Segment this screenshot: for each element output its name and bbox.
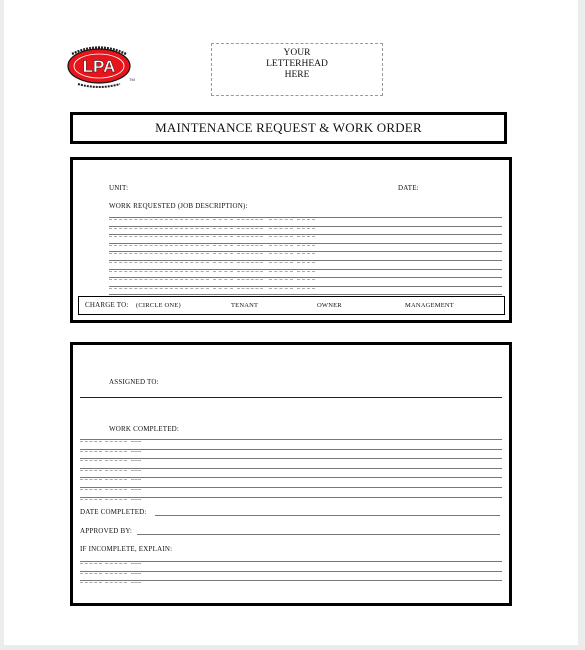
approved-by-label: APPROVED BY: [80, 527, 133, 535]
line-segment [80, 441, 102, 442]
line-segment [237, 236, 263, 237]
line-segment [269, 228, 293, 229]
line-segment [80, 573, 102, 574]
letterhead-line: HERE [284, 70, 310, 80]
line-segment [185, 236, 209, 237]
line-segment [105, 460, 127, 461]
circle-one-label: (CIRCLE ONE) [136, 302, 181, 309]
option-owner[interactable]: OWNER [317, 302, 342, 309]
svg-text:LPA: LPA [82, 57, 116, 76]
work-requested-label: WORK REQUESTED (JOB DESCRIPTION): [109, 202, 248, 210]
line-segment [105, 573, 127, 574]
line-segment [297, 288, 315, 289]
line-segment [109, 262, 183, 263]
line-segment [131, 499, 141, 500]
line-segment [213, 228, 233, 229]
line-segment [109, 271, 183, 272]
charge-to-label: CHARGE TO: [85, 301, 129, 309]
line-segment [297, 219, 315, 220]
request-section [70, 157, 512, 323]
line-segment [237, 271, 263, 272]
line-segment [297, 245, 315, 246]
line-segment [109, 219, 183, 220]
line-segment [131, 573, 141, 574]
date-label: DATE: [398, 184, 419, 192]
letterhead-placeholder [211, 43, 383, 96]
line-segment [131, 563, 141, 564]
line-segment [213, 262, 233, 263]
unit-label: UNIT: [109, 184, 129, 192]
line-segment [269, 245, 293, 246]
line-segment [109, 228, 183, 229]
line-segment [269, 253, 293, 254]
line-segment [213, 253, 233, 254]
writing-line[interactable] [80, 477, 502, 478]
line-segment [297, 271, 315, 272]
writing-line[interactable] [80, 449, 502, 450]
line-segment [131, 451, 141, 452]
line-segment [80, 489, 102, 490]
charge-to-row [78, 296, 505, 315]
writing-line[interactable] [80, 571, 502, 572]
line-segment [237, 288, 263, 289]
writing-line[interactable] [109, 286, 502, 287]
letterhead-line: YOUR [283, 48, 311, 58]
line-segment [131, 479, 141, 480]
line-segment [269, 262, 293, 263]
line-segment [105, 499, 127, 500]
line-segment [297, 279, 315, 280]
line-segment [109, 253, 183, 254]
writing-line[interactable] [109, 260, 502, 261]
line-segment [131, 470, 141, 471]
writing-line[interactable] [80, 458, 502, 459]
line-segment [131, 460, 141, 461]
writing-line[interactable] [109, 226, 502, 227]
letterhead-line: LETTERHEAD [266, 59, 328, 69]
line-segment [80, 451, 102, 452]
form-title: MAINTENANCE REQUEST & WORK ORDER [70, 112, 507, 144]
writing-line[interactable] [109, 243, 502, 244]
line-segment [269, 279, 293, 280]
line-segment [185, 228, 209, 229]
line-segment [109, 288, 183, 289]
if-incomplete-label: IF INCOMPLETE, EXPLAIN: [80, 545, 173, 553]
line-segment [109, 245, 183, 246]
writing-line[interactable] [109, 277, 502, 278]
line-segment [105, 479, 127, 480]
line-segment [80, 470, 102, 471]
line-segment [80, 563, 102, 564]
line-segment [213, 245, 233, 246]
line-segment [105, 470, 127, 471]
line-segment [213, 271, 233, 272]
writing-line[interactable] [109, 269, 502, 270]
svg-text:TM: TM [129, 77, 135, 82]
writing-line[interactable] [109, 251, 502, 252]
writing-line[interactable] [80, 497, 502, 498]
line-segment [80, 479, 102, 480]
line-segment [185, 262, 209, 263]
line-segment [185, 288, 209, 289]
writing-line[interactable] [80, 580, 502, 581]
line-segment [237, 262, 263, 263]
line-segment [131, 489, 141, 490]
line-segment [297, 253, 315, 254]
line-segment [109, 279, 183, 280]
line-segment [237, 228, 263, 229]
line-segment [297, 236, 315, 237]
option-tenant[interactable]: TENANT [231, 302, 259, 309]
writing-line[interactable] [109, 234, 502, 235]
line-segment [80, 582, 102, 583]
line-segment [297, 228, 315, 229]
line-segment [269, 288, 293, 289]
line-segment [297, 262, 315, 263]
line-segment [269, 271, 293, 272]
line-segment [237, 279, 263, 280]
completion-section [70, 342, 512, 606]
line-segment [105, 441, 127, 442]
work-completed-label: WORK COMPLETED: [109, 425, 180, 433]
line-segment [105, 582, 127, 583]
line-segment [185, 219, 209, 220]
line-segment [269, 219, 293, 220]
line-segment [105, 489, 127, 490]
approved-by-line[interactable] [137, 534, 500, 535]
line-segment [80, 499, 102, 500]
assigned-to-line[interactable] [80, 397, 502, 398]
line-segment [185, 245, 209, 246]
line-segment [185, 253, 209, 254]
line-segment [213, 279, 233, 280]
date-completed-label: DATE COMPLETED: [80, 508, 147, 516]
line-segment [269, 236, 293, 237]
line-segment [185, 279, 209, 280]
writing-line[interactable] [80, 561, 502, 562]
line-segment [109, 236, 183, 237]
date-completed-line[interactable] [155, 515, 500, 516]
line-segment [237, 219, 263, 220]
line-segment [237, 253, 263, 254]
writing-line[interactable] [109, 217, 502, 218]
line-segment [213, 236, 233, 237]
line-segment [237, 245, 263, 246]
line-segment [105, 451, 127, 452]
lpa-logo [66, 44, 136, 90]
line-segment [213, 219, 233, 220]
assigned-to-label: ASSIGNED TO: [109, 378, 159, 386]
writing-line[interactable] [80, 468, 502, 469]
line-segment [213, 288, 233, 289]
line-segment [185, 271, 209, 272]
line-segment [131, 582, 141, 583]
writing-line[interactable] [80, 487, 502, 488]
line-segment [80, 460, 102, 461]
option-management[interactable]: MANAGEMENT [405, 302, 454, 309]
line-segment [105, 563, 127, 564]
line-segment [131, 441, 141, 442]
writing-line[interactable] [80, 439, 502, 440]
